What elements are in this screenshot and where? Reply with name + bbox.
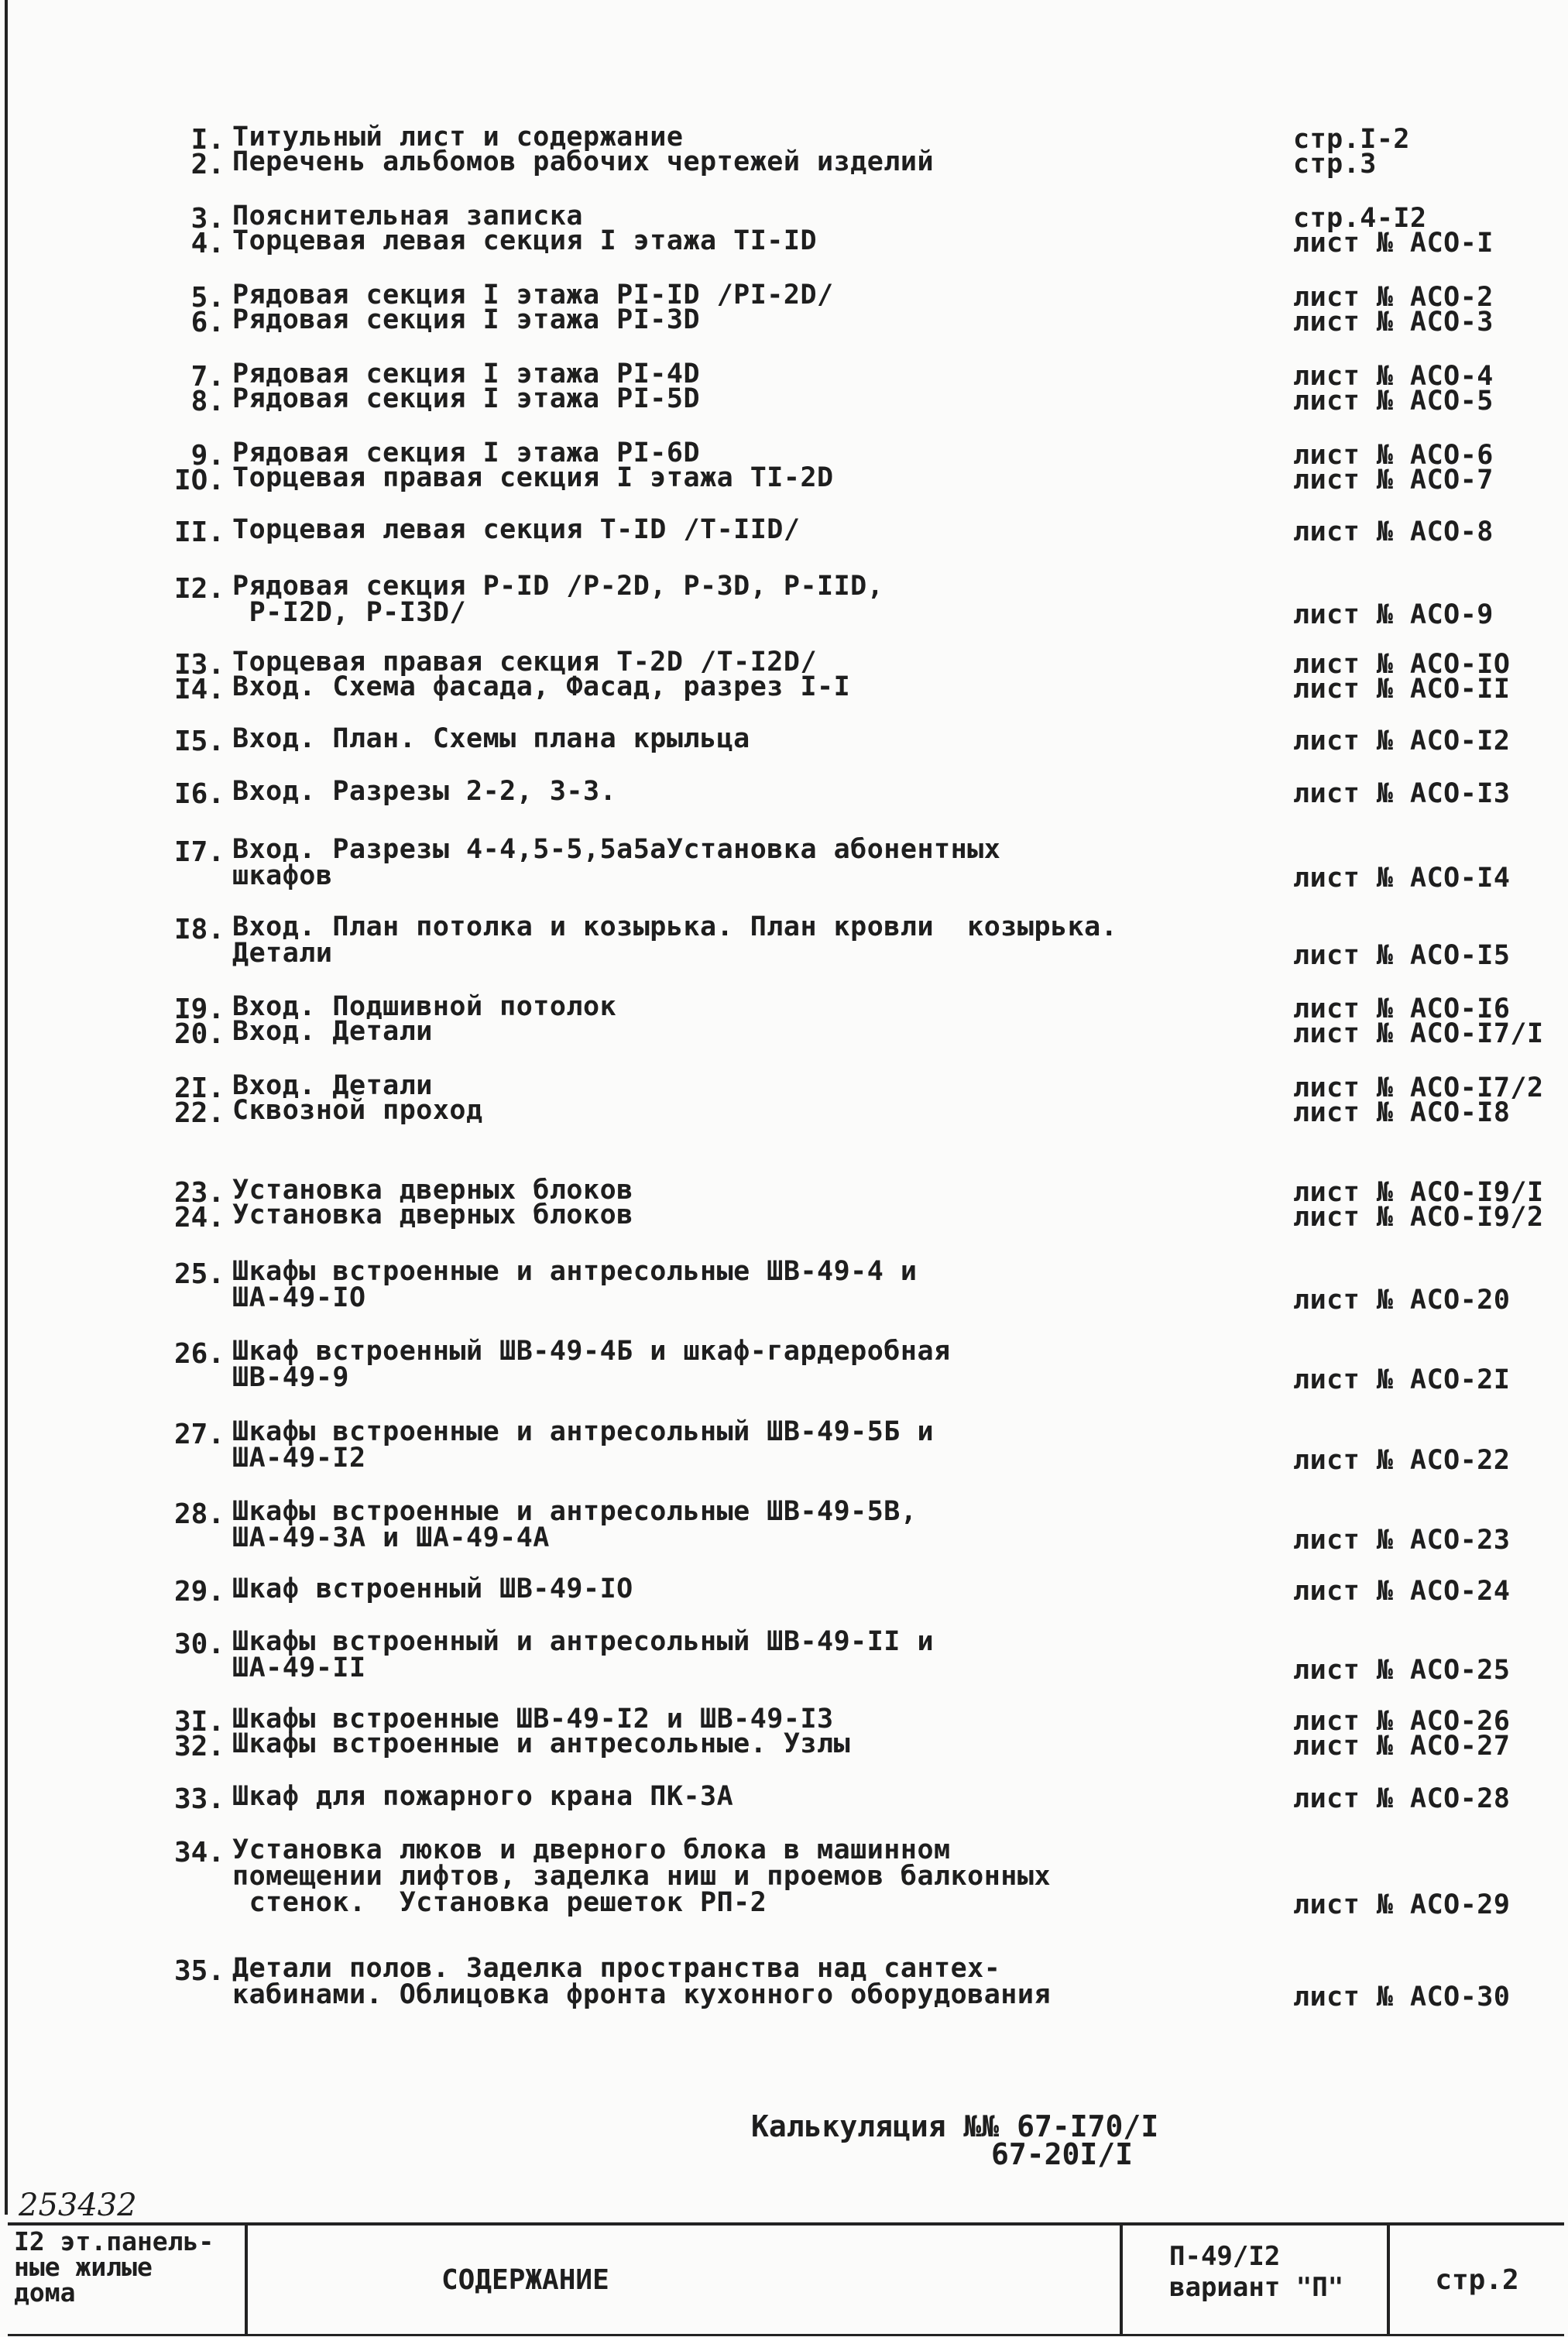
sheet-title: СОДЕРЖАНИЕ [248,2225,1123,2334]
toc-item-number: I5. [173,726,225,757]
toc-item-title: Торцевая левая секция T-ID /T-IID/ [232,514,801,545]
toc-item-number: 35. [173,1955,225,1987]
toc-item-reference: лист № АСО-2I [1293,1364,1511,1395]
toc-item-number: 3. [190,203,225,235]
toc-item-title: Рядовая секция I этажа PI-5D [232,383,701,414]
toc-item-title: Вход. Детали [232,1070,433,1101]
page-number: стр.2 [1435,2263,1519,2296]
toc-item-number: 24. [173,1202,225,1234]
toc-item-reference: лист № АСО-30 [1293,1982,1511,2013]
toc-item-number: I4. [173,674,225,705]
toc-item-number: I2. [173,573,225,605]
toc-item-reference: лист № АСО-2 [1293,282,1494,313]
toc-item-title: Вход. Детали [232,1016,433,1047]
toc-item-reference: лист № АСО-I [1293,228,1494,259]
toc-item-reference: лист № АСО-I4 [1293,863,1511,894]
toc-item-reference: лист № АСО-20 [1293,1285,1511,1316]
toc-item-reference: лист № АСО-I2 [1293,726,1511,757]
toc-item-number: 20. [173,1018,225,1050]
toc-item-title: Торцевая правая секция I этажа TI-2D [232,462,834,493]
toc-item-reference: лист № АСО-I7/2 [1293,1072,1544,1103]
toc-item-reference: лист № АСО-4 [1293,361,1494,392]
toc-item-reference: лист № АСО-I8 [1293,1097,1511,1128]
toc-item-reference: лист № АСО-7 [1293,465,1494,496]
toc-item-title: Пояснительная записка [232,201,584,232]
toc-item-title: Шкаф встроенный ШВ-49-IO [232,1573,633,1604]
toc-item-title: Рядовая секция I этажа PI-4D [232,359,701,390]
toc-item-reference: лист № АСО-I7/I [1293,1018,1544,1049]
toc-item-reference: стр.3 [1293,149,1377,180]
toc-item-number: 2I. [173,1072,225,1104]
toc-item-reference: лист № АСО-29 [1293,1889,1511,1920]
toc-item-number: I7. [173,836,225,868]
toc-item-title: Торцевая правая секция T-2D /T-I2D/ [232,647,818,678]
toc-item-reference: лист № АСО-8 [1293,516,1494,547]
project-description: I2 эт.панель- ные жилые дома [8,2225,248,2334]
toc-item-number: 6. [190,307,225,338]
series-code: П-49/I2 вариант "П" [1123,2225,1390,2334]
toc-item-title: Вход. План. Схемы плана крыльца [232,723,750,754]
toc-item-reference: лист № АСО-22 [1293,1445,1511,1476]
toc-item-number: I3. [173,649,225,681]
toc-item-title: Вход. Разрезы 4-4,5-5,5а5аУстановка абонентных шкафов [232,834,1001,891]
toc-item-title: Шкафы встроенный и антресольный ШВ-49-II и ША-49-II [232,1626,935,1683]
toc-item-number: 22. [173,1097,225,1129]
title-block [8,2222,1564,2336]
toc-item-number: I6. [173,778,225,810]
toc-item-number: I. [190,124,225,156]
handwritten-number: 253432 [19,2188,137,2223]
toc-item-number: 27. [173,1419,225,1450]
toc-item-title: Сквозной проход [232,1095,483,1126]
toc-item-title: Вход. Подшивной потолок [232,991,617,1022]
toc-item-title: Перечень альбомов рабочих чертежей изделий [232,146,935,177]
toc-item-number: 7. [190,361,225,393]
toc-item-number: 4. [190,228,225,259]
toc-item-number: 28. [173,1498,225,1530]
toc-item-number: 8. [190,386,225,417]
toc-item-reference: лист № АСО-23 [1293,1525,1511,1556]
toc-item-number: 34. [173,1837,225,1869]
toc-item-title: Установка дверных блоков [232,1175,633,1206]
toc-item-number: 32. [173,1731,225,1762]
toc-item-number: 26. [173,1338,225,1370]
toc-item-number: 2. [190,149,225,180]
toc-item-number: 3I. [173,1706,225,1738]
toc-item-title: Шкафы встроенные и антресольные ШВ-49-5В, ША-49-3А и ША-49-4А [232,1496,918,1553]
toc-item-title: Вход. Разрезы 2-2, 3-3. [232,776,617,807]
toc-item-title: Шкафы встроенные и антресольный ШВ-49-5Б и ША-49-I2 [232,1416,935,1474]
toc-item-reference: лист № АСО-9 [1293,599,1494,630]
calculation-line-2: 67-20I/I [991,2137,1134,2171]
toc-item-number: 33. [173,1783,225,1815]
toc-item-number: 9. [190,440,225,472]
toc-item-number: I9. [173,993,225,1025]
toc-item-title: Вход. План потолка и козырька. План кровли козырька. Детали [232,911,1118,969]
toc-item-number: II. [173,516,225,548]
toc-item-reference: лист № АСО-5 [1293,386,1494,417]
toc-item-reference: лист № АСО-I9/2 [1293,1202,1544,1233]
toc-item-title: Установка дверных блоков [232,1199,633,1230]
toc-item-title: Торцевая левая секция I этажа TI-ID [232,225,818,256]
toc-item-reference: лист № АСО-I9/I [1293,1177,1544,1208]
toc-item-number: 5. [190,282,225,314]
toc-item-title: Титульный лист и содержание [232,122,684,153]
toc-item-title: Рядовая секция I этажа PI-3D [232,304,701,335]
toc-item-title: Установка люков и дверного блока в машинном помещении лифтов, заделка ниш и проемов балконных стенок. Установка решеток РП-2 [232,1834,1052,1918]
toc-item-title: Шкаф встроенный ШВ-49-4Б и шкаф-гардеробная ШВ-49-9 [232,1336,951,1393]
toc-item-title: Рядовая секция I этажа PI-6D [232,438,701,468]
toc-item-reference: лист № АСО-26 [1293,1706,1511,1737]
toc-item-reference: лист № АСО-27 [1293,1731,1511,1762]
toc-item-reference: лист № АСО-IO [1293,649,1511,680]
calculation-note [751,2109,1159,2171]
toc-item-number: 25. [173,1258,225,1290]
toc-item-title: Шкафы встроенные и антресольные ШВ-49-4 и ША-49-IO [232,1256,918,1313]
calculation-line-1: Калькуляция №№ 67-I70/I [751,2109,1159,2143]
toc-item-title: Вход. Схема фасада, Фасад, разрез I-I [232,671,851,702]
toc-item-title: Рядовая секция I этажа PI-ID /PI-2D/ [232,280,834,311]
toc-item-reference: лист № АСО-3 [1293,307,1494,338]
toc-item-reference: стр.4-I2 [1293,203,1427,234]
toc-item-reference: лист № АСО-I3 [1293,778,1511,809]
toc-item-title: Шкафы встроенные и антресольные. Узлы [232,1728,851,1759]
toc-item-title: Шкаф для пожарного крана ПК-3А [232,1781,734,1812]
toc-item-reference: лист № АСО-I6 [1293,993,1511,1024]
toc-item-number: 23. [173,1177,225,1209]
toc-item-number: IO. [173,465,225,496]
toc-item-reference: лист № АСО-24 [1293,1576,1511,1607]
toc-item-reference: лист № АСО-6 [1293,440,1494,471]
toc-item-reference: лист № АСО-II [1293,674,1511,705]
toc-item-number: 30. [173,1628,225,1660]
toc-item-reference: стр.I-2 [1293,124,1411,155]
toc-item-number: I8. [173,914,225,945]
toc-item-reference: лист № АСО-25 [1293,1655,1511,1686]
toc-item-title: Шкафы встроенные ШВ-49-I2 и ШВ-49-I3 [232,1704,834,1735]
toc-item-number: 29. [173,1576,225,1608]
toc-item-title: Рядовая секция P-ID /P-2D, P-3D, P-IID, P-I2D, P-I3D/ [232,571,884,628]
toc-item-title: Детали полов. Заделка пространства над сантех- кабинами. Облицовка фронта кухонного оборудования [232,1953,1052,2010]
toc-item-reference: лист № АСО-I5 [1293,940,1511,971]
toc-item-reference: лист № АСО-28 [1293,1783,1511,1814]
